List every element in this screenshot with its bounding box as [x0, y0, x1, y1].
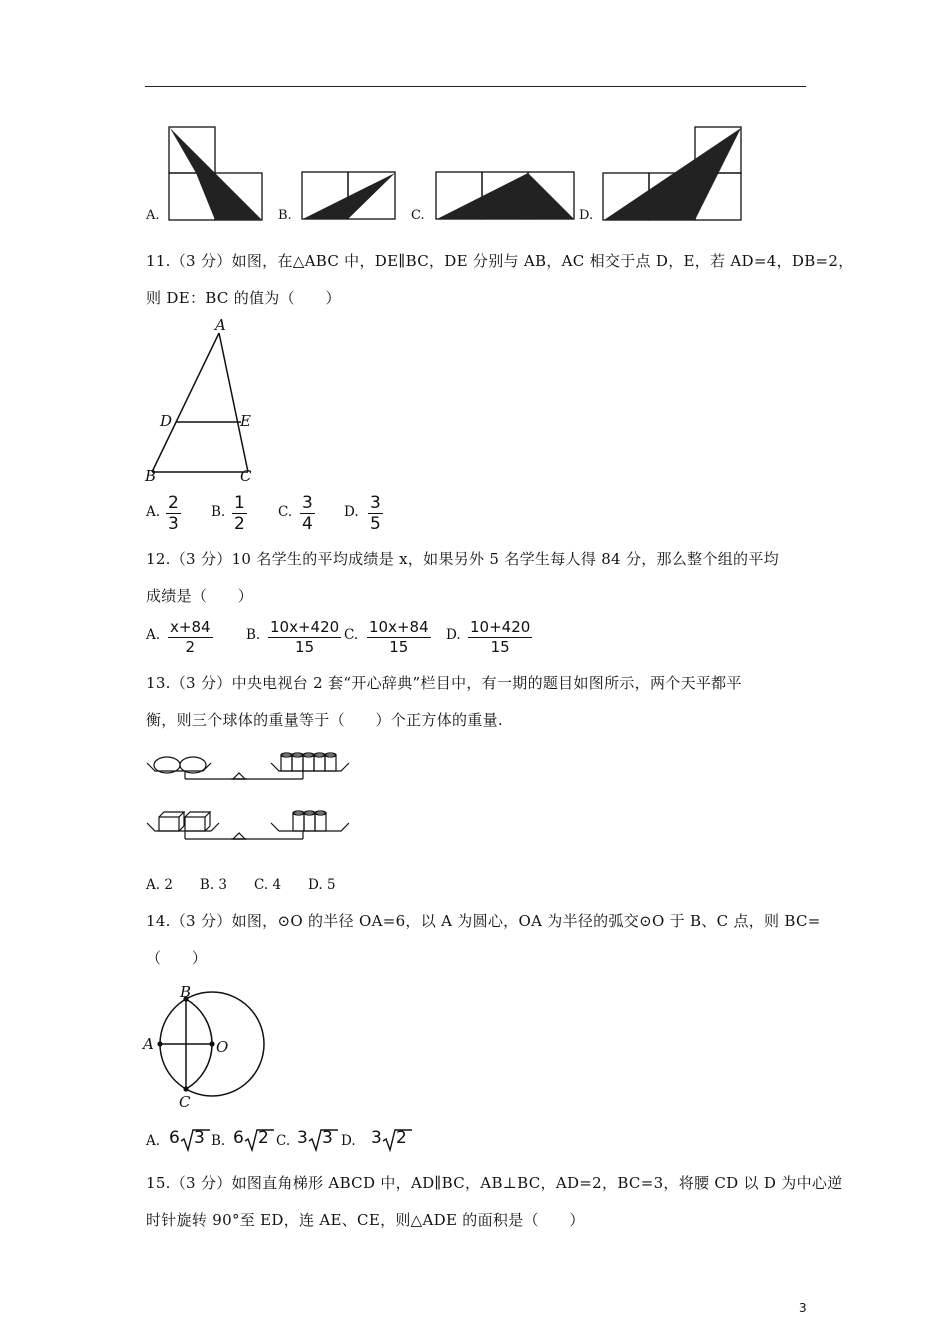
q11-option-b-fraction: $\frac{1}{2}$	[234, 493, 245, 534]
q11-option-d-label: D.	[344, 504, 359, 520]
q14-option-c-rad: 3	[322, 1128, 333, 1148]
q10-option-d-label: D.	[579, 208, 594, 223]
q11-label-b: B	[145, 467, 157, 485]
q13-text-line2: 衡，则三个球体的重量等于（ ）个正方体的重量.	[146, 711, 503, 729]
q14-text-line2: （ ）	[146, 949, 208, 967]
q15-text-line1: 15.（3 分）如图直角梯形 ABCD 中，AD∥BC，AB⊥BC，AD=2，BC=3，将腰 CD 以 D 为中心逆	[146, 1174, 843, 1192]
q13-text-line1: 13.（3 分）中央电视台 2 套“开心辞典”栏目中，有一期的题目如图所示，两个天平都平	[146, 674, 742, 692]
q14-option-c-coef: 3	[297, 1128, 308, 1148]
q12-option-d-label: D.	[446, 627, 461, 643]
q14-option-a-coef: 6	[169, 1128, 180, 1148]
q11-option-a-label: A.	[146, 504, 161, 520]
q10-option-d-figure	[602, 126, 744, 222]
q14-option-b-rad: 2	[258, 1128, 269, 1148]
q14-option-d-label: D.	[341, 1133, 356, 1149]
q11-option-c-fraction: $\frac{3}{4}$	[302, 493, 313, 534]
q10-option-c-figure	[435, 171, 575, 221]
q12-option-d-fraction: $\frac{10+420}{15}$	[470, 618, 531, 656]
q14-option-a-rad: 3	[194, 1128, 205, 1148]
q12-option-b-label: B.	[246, 627, 261, 643]
q11-option-b-label: B.	[211, 504, 226, 520]
q10-option-a-figure	[168, 126, 264, 222]
q11-label-d: D	[160, 412, 173, 430]
q14-option-a-label: A.	[146, 1133, 161, 1149]
q14-option-c-label: C.	[276, 1133, 291, 1149]
q11-label-c: C	[240, 467, 252, 485]
q11-label-e: E	[240, 412, 251, 430]
q10-option-b-figure	[301, 171, 397, 221]
q11-text-line2: 则 DE：BC 的值为（ ）	[146, 289, 341, 307]
q10-option-c-label: C.	[411, 208, 425, 223]
q12-option-c-fraction: $\frac{10x+84}{15}$	[369, 618, 429, 656]
q14-text-line1: 14.（3 分）如图，⊙O 的半径 OA=6，以 A 为圆心，OA 为半径的弧交⊙O 于 B、C 点，则 BC=	[146, 912, 821, 930]
q14-label-b: B	[180, 983, 192, 1001]
q14-label-a: A	[143, 1035, 154, 1053]
q14-label-o: O	[216, 1038, 229, 1056]
q14-option-b-label: B.	[211, 1133, 226, 1149]
q12-text-line2: 成绩是（ ）	[146, 587, 254, 605]
q12-option-a-label: A.	[146, 627, 161, 643]
q11-option-d-fraction: $\frac{3}{5}$	[370, 493, 381, 534]
q15-text-line2: 时针旋转 90°至 ED，连 AE、CE，则△ADE 的面积是（ ）	[146, 1211, 585, 1229]
q13-options: A. 2 B. 3 C. 4 D. 5	[146, 877, 336, 893]
header-rule	[145, 86, 806, 87]
q11-triangle-figure	[140, 315, 270, 487]
q12-option-b-fraction: $\frac{10x+420}{15}$	[270, 618, 340, 656]
q10-option-a-label: A.	[146, 208, 160, 223]
q12-option-a-fraction: $\frac{x+84}{2}$	[170, 618, 211, 656]
q14-option-d-coef: 3	[371, 1128, 382, 1148]
q14-circle-figure	[140, 978, 275, 1113]
q11-option-a-fraction: $\frac{2}{3}$	[168, 493, 179, 534]
q11-label-a: A	[215, 316, 226, 334]
page-number: 3	[799, 1301, 807, 1315]
q13-balance-figure	[145, 745, 360, 857]
q11-option-c-label: C.	[278, 504, 293, 520]
q11-text-line1: 11.（3 分）如图，在△ABC 中，DE∥BC，DE 分别与 AB，AC 相交于点 D，E，若 AD=4，DB=2，	[146, 252, 854, 270]
q14-option-d-rad: 2	[396, 1128, 407, 1148]
q14-label-c: C	[179, 1093, 191, 1111]
q10-option-b-label: B.	[278, 208, 292, 223]
q12-option-c-label: C.	[344, 627, 359, 643]
q12-text-line1: 12.（3 分）10 名学生的平均成绩是 x，如果另外 5 名学生每人得 84 分，那么整个组的平均	[146, 550, 779, 568]
q14-option-b-coef: 6	[233, 1128, 244, 1148]
